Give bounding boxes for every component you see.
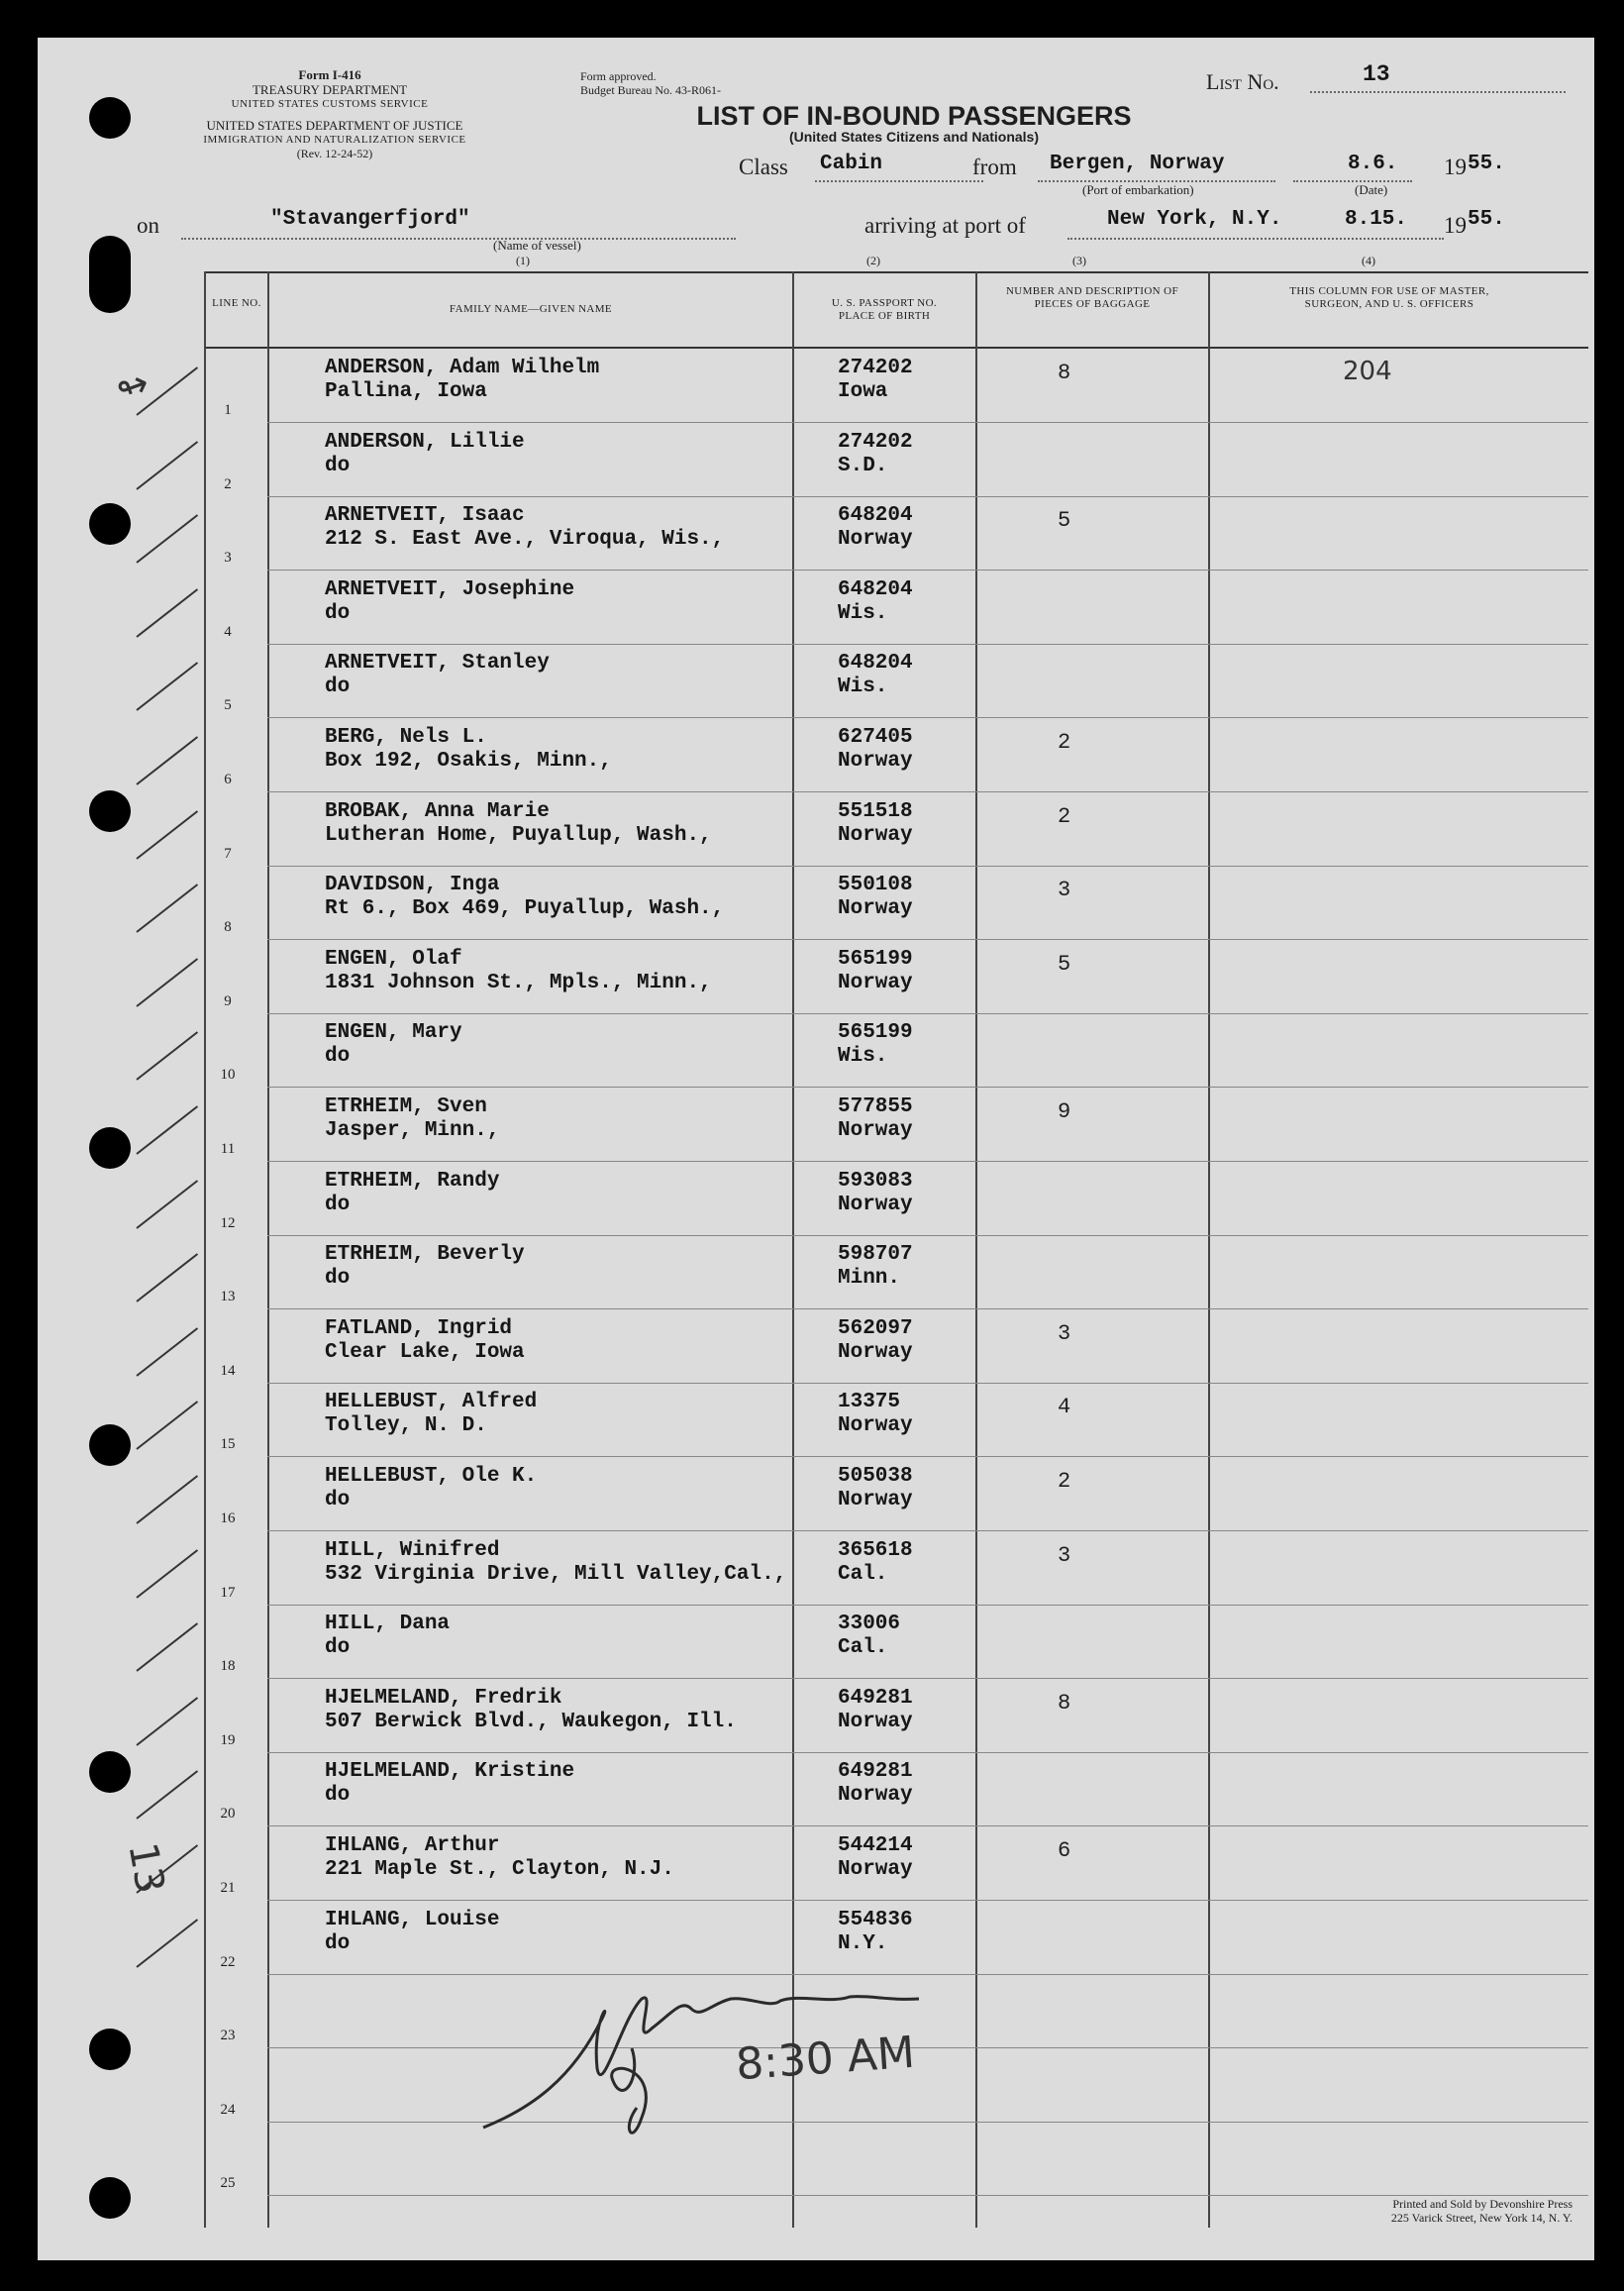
baggage-count: 5	[1058, 508, 1071, 533]
printer-imprint	[1246, 2197, 1573, 2225]
line-number: 18	[220, 1658, 236, 1674]
check-tick-mark	[136, 1180, 198, 1229]
on-label: on	[137, 213, 159, 238]
margin-annotation: 13	[119, 1838, 173, 1898]
punch-hole	[89, 97, 131, 139]
passport-number: 551518	[838, 800, 913, 823]
place-of-birth: Norway	[838, 1341, 913, 1364]
place-of-birth: Norway	[838, 1858, 913, 1881]
passport-number: 550108	[838, 874, 913, 896]
passenger-address: do	[325, 1194, 351, 1216]
place-of-birth: Norway	[838, 1489, 913, 1511]
line-number: 8	[224, 919, 232, 935]
line-number: 12	[220, 1215, 236, 1231]
table-row	[38, 571, 1530, 644]
table-row	[38, 1088, 1530, 1161]
passenger-address: Box 192, Osakis, Minn.,	[325, 750, 612, 773]
table-row	[38, 1679, 1530, 1752]
baggage-count: 6	[1058, 1838, 1071, 1863]
passenger-name: ETRHEIM, Sven	[325, 1095, 487, 1118]
table-row	[38, 1383, 1530, 1456]
passport-number: 33006	[838, 1613, 901, 1635]
passenger-name: ANDERSON, Adam Wilhelm	[325, 357, 600, 379]
passenger-name: ARNETVEIT, Josephine	[325, 578, 575, 601]
check-tick-mark	[136, 441, 198, 490]
place-of-birth: Norway	[838, 1119, 913, 1142]
passenger-name: HJELMELAND, Fredrik	[325, 1687, 562, 1710]
check-tick-mark	[136, 588, 198, 638]
place-of-birth: Norway	[838, 750, 913, 773]
table-row	[38, 1605, 1530, 1678]
line-number: 9	[224, 993, 232, 1009]
passenger-name: IHLANG, Arthur	[325, 1834, 500, 1857]
table-row	[38, 1457, 1530, 1530]
line-number: 25	[220, 2175, 236, 2191]
line-number: 19	[220, 1732, 236, 1748]
check-tick-mark	[136, 884, 198, 933]
line-number: 16	[220, 1510, 236, 1526]
place-of-birth: Cal.	[838, 1636, 888, 1659]
passenger-address: 507 Berwick Blvd., Waukegon, Ill.	[325, 1711, 737, 1733]
year-prefix: 19	[1444, 155, 1467, 179]
passenger-address: 1831 Johnson St., Mpls., Minn.,	[325, 972, 712, 994]
baggage-count: 3	[1058, 1321, 1071, 1346]
passport-number: 562097	[838, 1317, 913, 1340]
table-row	[38, 1531, 1530, 1605]
place-of-birth: Wis.	[838, 602, 888, 625]
passport-number: 544214	[838, 1834, 913, 1857]
passenger-address: do	[325, 1045, 351, 1068]
passenger-name: DAVIDSON, Inga	[325, 874, 500, 896]
passenger-address: do	[325, 1636, 351, 1659]
passenger-name: BROBAK, Anna Marie	[325, 800, 550, 823]
check-tick-mark	[136, 1622, 198, 1672]
passenger-address: 221 Maple St., Clayton, N.J.	[325, 1858, 674, 1881]
line-number: 7	[224, 846, 232, 862]
margin-check-mark: ↬	[110, 360, 155, 413]
place-of-birth: Norway	[838, 1784, 913, 1807]
column-ref-1: (1)	[516, 254, 530, 267]
passenger-address: Tolley, N. D.	[325, 1414, 487, 1437]
table-row	[38, 496, 1530, 570]
arrival-date: 8.15.	[1345, 208, 1408, 231]
check-tick-mark	[136, 514, 198, 564]
line-number: 2	[224, 476, 232, 492]
form-page	[38, 38, 1594, 2260]
passenger-name: ETRHEIM, Randy	[325, 1170, 500, 1193]
vessel-name: "Stavangerfjord"	[270, 208, 470, 231]
table-row	[38, 1235, 1530, 1308]
passenger-address: 532 Virginia Drive, Mill Valley,Cal.,	[325, 1563, 787, 1586]
passport-number: 598707	[838, 1243, 913, 1266]
passenger-address: Rt 6., Box 469, Puyallup, Wash.,	[325, 897, 725, 920]
passenger-address: do	[325, 676, 351, 698]
line-number: 1	[224, 402, 232, 418]
passport-number: 593083	[838, 1170, 913, 1193]
line-number: 6	[224, 772, 232, 787]
passenger-name: ETRHEIM, Beverly	[325, 1243, 525, 1266]
passenger-name: HILL, Dana	[325, 1613, 451, 1635]
line-number: 24	[220, 2102, 236, 2118]
treasury-dept: TREASURY DEPARTMENT	[252, 82, 408, 97]
port-caption: (Port of embarkation)	[1082, 182, 1194, 197]
vessel-caption: (Name of vessel)	[493, 238, 581, 253]
table-row	[38, 1162, 1530, 1235]
passport-number: 365618	[838, 1539, 913, 1562]
passenger-name: BERG, Nels L.	[325, 726, 487, 749]
header-line-no: LINE NO.	[212, 297, 261, 309]
baggage-count: 8	[1058, 1691, 1071, 1716]
justice-dept: UNITED STATES DEPARTMENT OF JUSTICE	[206, 118, 463, 133]
passenger-address: do	[325, 455, 351, 477]
arrival-time-note: 8:30 AM	[734, 2027, 917, 2091]
check-tick-mark	[136, 958, 198, 1007]
line-number: 5	[224, 697, 232, 713]
agency-block	[211, 67, 449, 111]
baggage-count: 2	[1058, 1469, 1071, 1494]
passport-number: 274202	[838, 431, 913, 454]
passenger-name: HILL, Winifred	[325, 1539, 500, 1562]
officer-note: 204	[1343, 357, 1392, 386]
check-tick-mark	[136, 1697, 198, 1746]
table-row	[38, 349, 1530, 422]
form-number: Form I-416	[298, 67, 361, 82]
place-of-birth: S.D.	[838, 455, 888, 477]
passenger-address: Jasper, Minn.,	[325, 1119, 500, 1142]
date-caption: (Date)	[1355, 182, 1388, 197]
check-tick-mark	[136, 1401, 198, 1450]
passenger-name: HELLEBUST, Alfred	[325, 1391, 538, 1413]
revision-date: (Rev. 12-24-52)	[296, 147, 373, 160]
page-title: LIST OF IN-BOUND PASSENGERS	[696, 101, 1132, 131]
place-of-birth: N.Y.	[838, 1932, 888, 1955]
place-of-birth: Norway	[838, 824, 913, 847]
check-tick-mark	[136, 1475, 198, 1524]
place-of-birth: Iowa	[838, 380, 888, 403]
passport-number: 577855	[838, 1095, 913, 1118]
table-row	[38, 1752, 1530, 1825]
passport-number: 649281	[838, 1687, 913, 1710]
place-of-birth: Norway	[838, 1194, 913, 1216]
place-of-birth: Cal.	[838, 1563, 888, 1586]
baggage-count: 4	[1058, 1395, 1071, 1419]
passenger-address: do	[325, 1932, 351, 1955]
passport-number: 554836	[838, 1909, 913, 1931]
ins-service: IMMIGRATION AND NATURALIZATION SERVICE	[203, 134, 466, 146]
passenger-address: Clear Lake, Iowa	[325, 1341, 525, 1364]
table-row	[38, 718, 1530, 791]
row-rule	[267, 2195, 1588, 2196]
passport-number: 627405	[838, 726, 913, 749]
passport-number: 648204	[838, 652, 913, 675]
class-value: Cabin	[820, 153, 883, 175]
class-label: Class	[739, 155, 788, 179]
justice-block	[196, 119, 473, 160]
column-ref-2: (2)	[866, 254, 880, 267]
table-row	[38, 1309, 1530, 1383]
passport-number: 274202	[838, 357, 913, 379]
passenger-address: Lutheran Home, Puyallup, Wash.,	[325, 824, 712, 847]
table-row	[38, 423, 1530, 496]
printer-line-1: Printed and Sold by Devonshire Press	[1392, 2197, 1573, 2211]
table-row	[38, 940, 1530, 1013]
line-number: 21	[220, 1880, 236, 1896]
passenger-name: ARNETVEIT, Stanley	[325, 652, 550, 675]
line-number: 14	[220, 1363, 236, 1379]
check-tick-mark	[136, 810, 198, 860]
check-tick-mark	[136, 1031, 198, 1081]
place-of-birth: Minn.	[838, 1267, 901, 1290]
check-tick-mark	[136, 1105, 198, 1155]
passport-number: 13375	[838, 1391, 901, 1413]
passenger-address: do	[325, 602, 351, 625]
customs-service: UNITED STATES CUSTOMS SERVICE	[231, 98, 429, 110]
passenger-name: HJELMELAND, Kristine	[325, 1760, 575, 1783]
passenger-name: HELLEBUST, Ole K.	[325, 1465, 538, 1488]
from-label: from	[972, 155, 1017, 179]
passport-number: 565199	[838, 948, 913, 971]
check-tick-mark	[136, 1327, 198, 1377]
line-number: 13	[220, 1289, 236, 1304]
printer-line-2: 225 Varick Street, New York 14, N. Y.	[1390, 2211, 1573, 2225]
list-no-line	[1310, 87, 1566, 93]
place-of-birth: Norway	[838, 897, 913, 920]
table-row	[38, 866, 1530, 939]
line-number: 11	[220, 1141, 236, 1157]
baggage-count: 5	[1058, 952, 1071, 977]
baggage-count: 2	[1058, 730, 1071, 755]
passenger-name: ARNETVEIT, Isaac	[325, 504, 525, 527]
line-number: 4	[224, 624, 232, 640]
header-name: FAMILY NAME—GIVEN NAME	[449, 303, 613, 315]
check-tick-mark	[136, 1253, 198, 1302]
arrival-line	[1067, 236, 1444, 240]
place-of-birth: Wis.	[838, 676, 888, 698]
passenger-address: Pallina, Iowa	[325, 380, 487, 403]
table-row	[38, 792, 1530, 866]
vessel-line	[181, 236, 736, 240]
date-line	[1293, 178, 1412, 182]
line-number: 10	[220, 1067, 236, 1083]
check-tick-mark	[136, 1919, 198, 1968]
passenger-address: do	[325, 1784, 351, 1807]
punch-hole	[89, 236, 131, 313]
departure-year: 55.	[1468, 153, 1505, 175]
header-baggage: NUMBER AND DESCRIPTION OF PIECES OF BAGGAGE	[1005, 285, 1179, 310]
check-tick-mark	[136, 1770, 198, 1820]
page-subtitle: (United States Citizens and Nationals)	[788, 129, 1040, 145]
line-number: 23	[220, 2028, 236, 2043]
approval-block	[580, 69, 721, 97]
form-approved: Form approved.	[580, 69, 657, 83]
departure-date: 8.6.	[1348, 153, 1398, 175]
line-number: 17	[220, 1585, 236, 1601]
port-of-embarkation: Bergen, Norway	[1050, 153, 1225, 175]
column-ref-4: (4)	[1362, 254, 1375, 267]
check-tick-mark	[136, 1549, 198, 1599]
passenger-address: do	[325, 1267, 351, 1290]
check-tick-mark	[136, 736, 198, 785]
baggage-count: 8	[1058, 361, 1071, 385]
passport-number: 505038	[838, 1465, 913, 1488]
header-passport: U. S. PASSPORT NO. PLACE OF BIRTH	[831, 297, 938, 322]
table-row	[38, 644, 1530, 717]
passenger-address: 212 S. East Ave., Viroqua, Wis.,	[325, 528, 725, 551]
place-of-birth: Norway	[838, 1414, 913, 1437]
passport-number: 648204	[838, 504, 913, 527]
passenger-address: do	[325, 1489, 351, 1511]
baggage-count: 9	[1058, 1099, 1071, 1124]
year-prefix-2: 19	[1444, 213, 1467, 238]
passenger-name: ANDERSON, Lillie	[325, 431, 525, 454]
table-row	[38, 1826, 1530, 1900]
place-of-birth: Norway	[838, 1711, 913, 1733]
list-number: 13	[1363, 61, 1390, 87]
passport-number: 565199	[838, 1021, 913, 1044]
passport-number: 648204	[838, 578, 913, 601]
passport-number: 649281	[838, 1760, 913, 1783]
line-number: 22	[220, 1954, 236, 1970]
baggage-count: 2	[1058, 804, 1071, 829]
line-number: 20	[220, 1806, 236, 1822]
budget-bureau: Budget Bureau No. 43-R061-	[580, 83, 721, 97]
line-number: 15	[220, 1436, 236, 1452]
place-of-birth: Norway	[838, 528, 913, 551]
line-number: 3	[224, 550, 232, 566]
place-of-birth: Norway	[838, 972, 913, 994]
passenger-name: ENGEN, Mary	[325, 1021, 462, 1044]
check-tick-mark	[136, 662, 198, 711]
arriving-label: arriving at port of	[864, 213, 1026, 238]
arrival-year: 55.	[1468, 208, 1505, 231]
passenger-name: ENGEN, Olaf	[325, 948, 462, 971]
column-ref-3: (3)	[1072, 254, 1086, 267]
passenger-name: FATLAND, Ingrid	[325, 1317, 513, 1340]
baggage-count: 3	[1058, 1543, 1071, 1568]
table-top-border	[204, 271, 1588, 273]
baggage-count: 3	[1058, 878, 1071, 902]
class-line	[815, 178, 983, 182]
arrival-port: New York, N.Y.	[1107, 208, 1282, 231]
header-officers: THIS COLUMN FOR USE OF MASTER, SURGEON, AND U. S. OFFICERS	[1289, 285, 1489, 310]
table-row	[38, 1013, 1530, 1087]
passenger-name: IHLANG, Louise	[325, 1909, 500, 1931]
place-of-birth: Wis.	[838, 1045, 888, 1068]
list-no-label: List No.	[1206, 69, 1279, 94]
